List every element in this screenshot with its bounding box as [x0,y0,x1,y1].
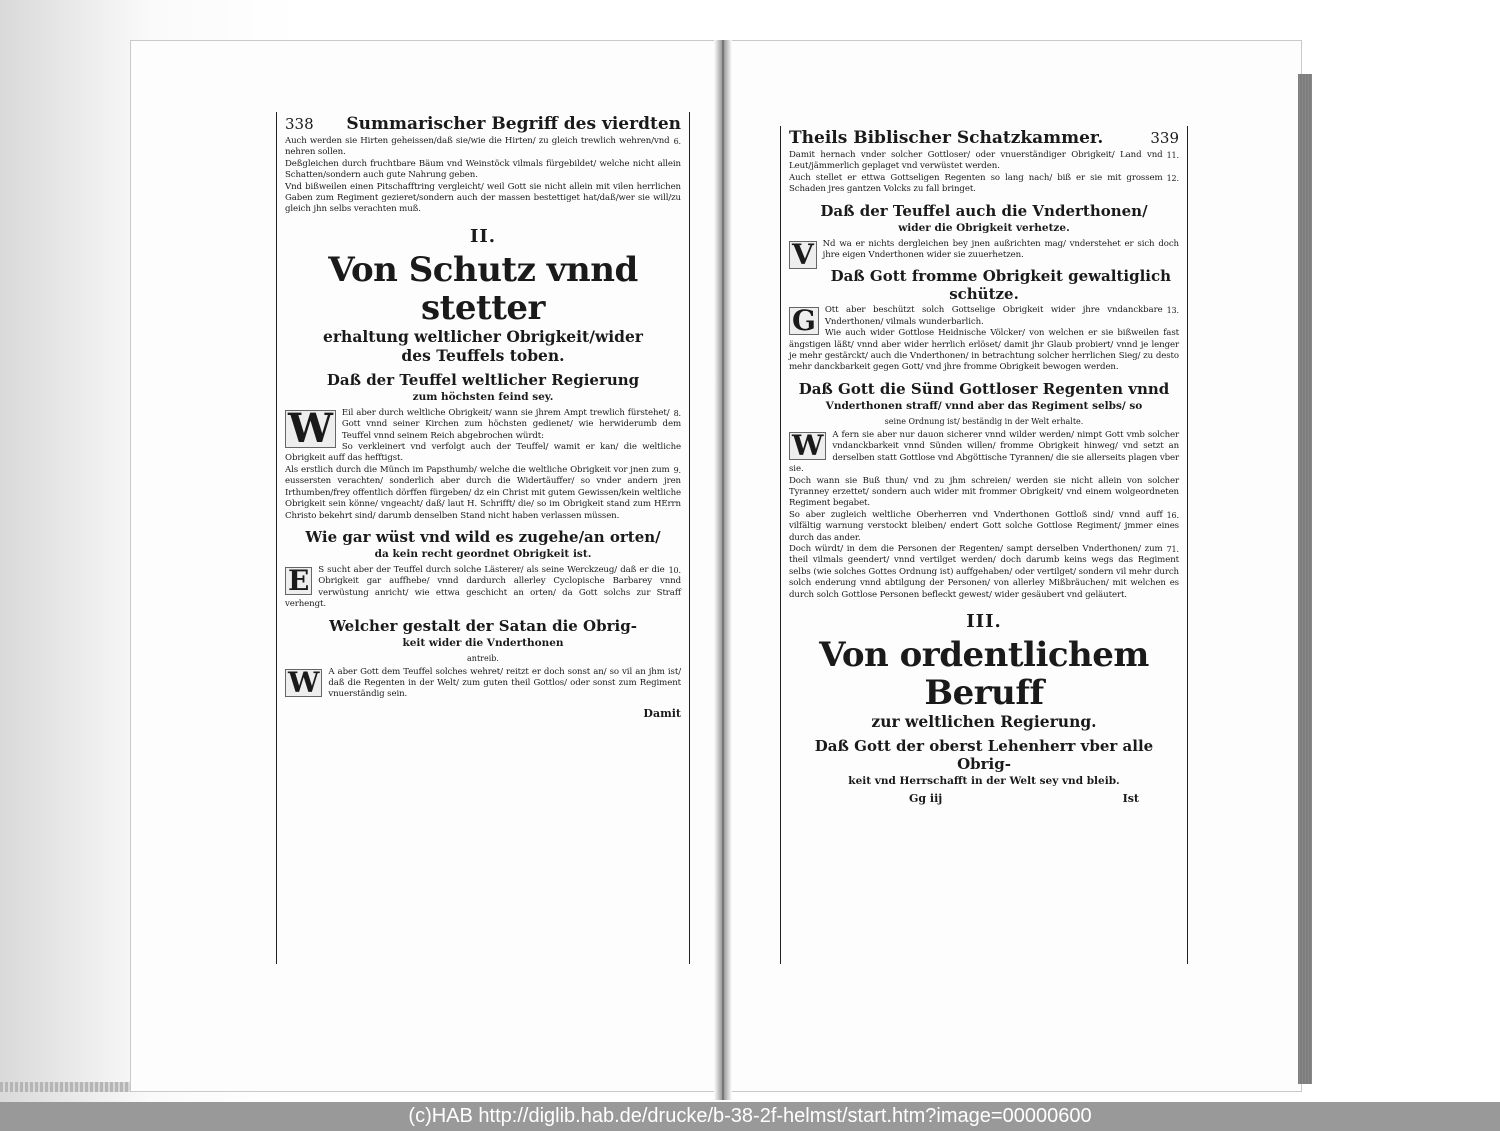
right-paragraph [789,304,1179,338]
credit-bar: (c)HAB http://diglib.hab.de/drucke/b-38-2f-helmst/start.htm?image=00000600 [0,1102,1500,1131]
book-spread [112,40,1324,1100]
chapter-heading-sub: antreib. [467,653,499,663]
signature-mark: Gg iij [909,791,943,805]
right-paragraph [789,237,1179,271]
chapter-heading-sub: seine Ordnung ist/ beständig in der Welt erhalte. [884,416,1084,426]
right-running-head [789,128,1179,148]
chapter-heading: Daß der Teuffel auch die Vnderthonen/ [820,201,1148,220]
left-paragraph [285,442,681,465]
paragraph-text: Als erstlich durch die Münch im Papsthumb/ welche die weltliche Obrigkeit vor jnen zum eussersten verachten/ sonderlich aber durch die Widertäuffer/ so vnder andern jren Irthumben/frey offentlich dörffen fürgeben/ dz ein Christ mit gutem Gewissen/kein weltliche Obrigkeit sein könne/ vngeacht/ daß/ laut H. Schrifft/ die/ so im Obrigkeit stand zum HErrn Christo bekehrt sind/ darumb denselben Stand nicht haben verlassen müssen. [285,464,681,521]
section-subtitle: zur weltlichen Regierung. [871,711,1097,731]
decorated-initial: W [285,410,336,448]
right-paragraph [789,510,1179,544]
left-paragraph [285,182,681,216]
marginal-number: 8. [673,408,681,418]
decorated-initial: V [789,241,817,269]
section-title: Von Schutz vnnd stetter [328,249,638,328]
marginal-number: 71. [1166,544,1179,554]
left-running-head [285,114,681,134]
right-paragraph [789,328,1179,374]
chapter-heading: Daß der Teuffel weltlicher Regierung [326,370,640,389]
right-running-title: Theils Biblischer Schatzkammer. [789,128,1104,148]
left-text-block [276,112,690,964]
left-paragraph [285,159,681,182]
paragraph-text: Auch werden sie Hirten geheissen/daß sie/wie die Hirten/ zu gleich trewlich wehren/vnd nehren sollen. [285,136,670,158]
marginal-number: 16. [1166,510,1179,520]
paragraph-text: Vnd bißweilen einen Pitschafftring vergleicht/ weil Gott sie nicht allein mit vilen herrlichen Gaben zum Regiment gezieret/sondern auch der massen bestettiget hat/daß/wer sie will/zu gleich jhn selbs verachten muß. [285,181,681,215]
left-paragraph [285,404,681,452]
chapter-heading-sub: Vnderthonen straff/ vnnd aber das Regiment selbs/ so [825,399,1143,412]
marginal-number: 6. [673,137,681,146]
chapter-heading-sub: keit wider die Vnderthonen [402,636,564,649]
right-paragraph [789,544,1179,601]
catchword: Damit [643,706,681,720]
chapter-heading: Daß Gott fromme Obrigkeit gewaltiglich schütze. [830,267,1172,304]
right-page-number: 339 [1150,129,1179,147]
paragraph-text: Ott aber beschützt solch Gottselige Obrigkeit wider jhre vndanckbare Vnderthonen/ vilmals wunderbarlich. [824,305,1163,327]
chapter-heading-sub: zum höchsten feind sey. [412,390,554,403]
chapter-heading-sub: da kein recht geordnet Obrigkeit ist. [374,547,592,560]
chapter-heading: Welcher gestalt der Satan die Obrig- [329,616,637,635]
paragraph-text: Wie auch wider Gottlose Heidnische Völcker/ von welchen er sie bißweilen fast ängstigen läßt/ vnnd aber wider herrlich erlöset/ damit jhr Glaub probiert/ vnnd je lenger je mehr gestärckt/ auch die Vnderthonen/ in betrachtung solcher herrlichen Sieg/ zu desto mehr danckbarkeit gegen Gott/ vnd jhre fromme Obrigkeit bewogen werden. [789,328,1179,373]
chapter-heading: Wie gar wüst vnd wild es zugehe/an orten/ [305,527,661,546]
paragraph-text: Nd wa er nichts dergleichen bey jnen außrichten mag/ vnderstehet er sich doch jhre eigen Vnderthonen wider sie zuuerhetzen. [822,238,1179,261]
marginal-number: 12. [1166,173,1179,183]
left-page [130,40,724,1092]
book-gutter [714,40,732,1100]
catchword: Ist [1122,791,1139,805]
right-paragraph [789,430,1179,476]
right-paragraph [789,150,1179,173]
paragraph-text: Deßgleichen durch fruchtbare Bäum vnd Weinstöck vilmals fürgebildet/ welche nicht allein Schatten/sondern auch gute Nahrung geben. [285,158,681,181]
chapter-heading: Daß Gott die Sünd Gottloser Regenten vnnd [798,379,1170,398]
paragraph-text: So aber zugleich weltliche Oberherren vnd Vnderthonen Gottloß sind/ vnnd auff vilfältig warnung verstockt bleiben/ endert Gott solche Gottlose Regiment/ jmmer eines durch das ander. [789,509,1179,543]
right-paragraph [789,476,1179,510]
signature-line [789,792,1179,805]
paragraph-text: So verkleinert vnd verfolgt auch der Teuffel/ wamit er kan/ die weltliche Obrigkeit auff das hefftigst. [285,442,681,464]
right-page [722,40,1302,1092]
paragraph-text: Auch stellet er ettwa Gottseligen Regenten so lang nach/ biß er sie mit grossem Schaden jres gantzen Volcks zu fall bringet. [789,172,1163,195]
decorated-initial: E [285,567,312,595]
decorated-initial: W [285,669,322,697]
left-paragraph [285,465,681,522]
right-paragraph [789,173,1179,196]
left-page-number: 338 [285,115,314,133]
decorated-initial: G [789,307,819,335]
left-paragraph [285,667,681,701]
paragraph-text: A aber Gott dem Teuffel solches wehret/ reitzt er doch sonst an/ so vil an jhm ist/ daß die Regenten in der Welt/ zum guten theil Gottlos/ oder sonst zum Regiment vnuerständig sein. [328,666,681,700]
marginal-number: 10. [668,565,681,575]
marginal-number: 11. [1166,151,1179,160]
section-title: Von ordentlichem Beruff [819,634,1149,713]
left-paragraph [285,136,681,159]
paragraph-text: Eil aber durch weltliche Obrigkeit/ wann sie jhrem Ampt trewlich fürstehet/ Gott vnnd seiner Kirchen zum höchsten gedienet/ wie herwiderumb dem Teuffel vnnd seinem Reich abgebrochen würdt: [341,407,681,441]
marginal-number: 13. [1166,306,1179,316]
chapter-heading: Daß Gott der oberst Lehenherr vber alle Obrig- [814,736,1154,773]
fore-edge [1298,74,1312,1084]
paragraph-text: S sucht aber der Teuffel durch solche Lästerer/ als seine Werckzeug/ daß er die Obrigkeit gar auffhebe/ vnnd dardurch allerley Cyclopische Barbarey vnnd verwüstung anricht/ wie ettwa geschicht an orten/ da Gott solchs zur Straff verhengt. [285,564,681,610]
chapter-heading-sub: wider die Obrigkeit verhetze. [898,221,1070,234]
decorated-initial: W [789,432,826,460]
paragraph-text: Damit hernach vnder solcher Gottloser/ oder vnuerständiger Obrigkeit/ Land vnd Leut/jämmerlich geplaget vnd verwüstet werden. [789,150,1163,172]
right-text-block [780,126,1188,964]
section-numeral: III. [966,610,1002,632]
section-subtitle: des Teuffels toben. [401,345,565,365]
chapter-heading-sub: keit vnd Herrschafft in der Welt sey vnd bleib. [848,774,1120,787]
left-paragraph [285,565,681,611]
paragraph-text: Doch wann sie Buß thun/ vnd zu jhm schreien/ werden sie nicht allein von solcher Tyranney erzettet/ sondern auch wider mit frommer Obrigkeit/ vnd einem wolgeordneten Regiment begabet. [789,475,1179,509]
left-running-title: Summarischer Begriff des vierdten [346,114,681,134]
section-numeral: II. [469,225,497,247]
paragraph-text: Doch würdt/ in dem die Personen der Regenten/ sampt derselben Vnderthonen/ zum theil vilmals geendert/ vnnd vertilget werden/ doch darumb keins wegs das Regiment selbs (wie solches Gottes Ordnung ist) auffgehaben/ oder vertilget/ sondern vil mehr durch solch enderung vnnd abtilgung der Personen/ von allerley Mißbräuchen/ mit welchen es durch solch Gottlose Personen befleckt gewest/ wider gesäubert vnd geläutert. [789,543,1179,600]
marginal-number: 9. [673,465,681,475]
paragraph-text: A fern sie aber nur dauon sicherer vnnd wilder werden/ nimpt Gott vmb solcher vndanckbarkeit vnnd Sünden willen/ fromme Obrigkeit hinweg/ vnd setzt an derselben statt Gottlose vnd Abgöttische Tyrannen/ die sie allerseits plagen vber sie. [789,429,1179,475]
section-subtitle: erhaltung weltlicher Obrigkeit/wider [323,326,643,346]
